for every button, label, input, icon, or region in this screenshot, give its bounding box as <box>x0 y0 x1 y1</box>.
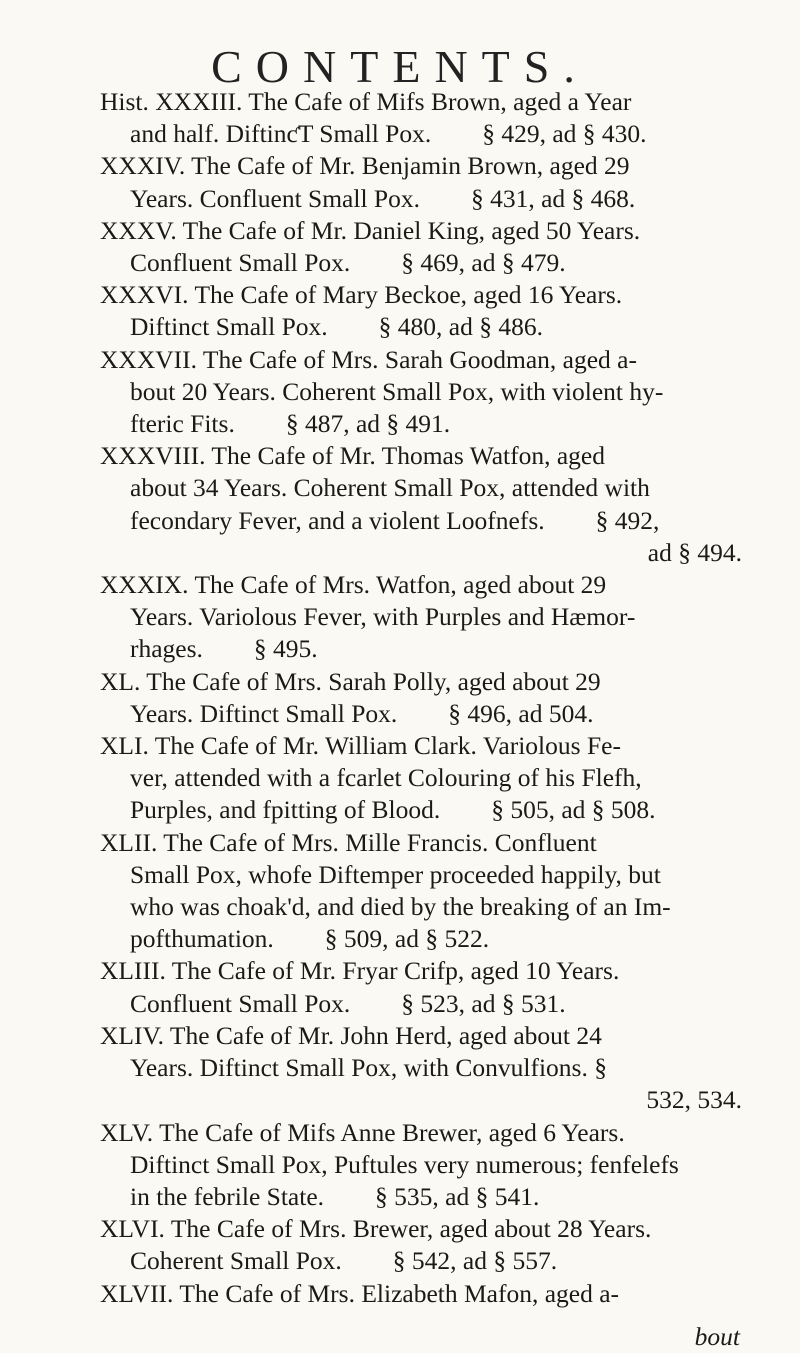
entry-line: Confluent Small Pox. § 523, ad § 531. <box>130 988 566 1018</box>
page-heading: CONTENTS. <box>211 41 589 92</box>
contents-entry <box>100 1117 742 1214</box>
entry-line: XXXVI. The Cafe of Mary Beckoe, aged 16 Years. <box>100 280 623 310</box>
entry-line: Years. Diftinct Small Pox. § 496, ad 504. <box>130 698 594 728</box>
entry-line: who was choak'd, and died by the breaking of an Im- <box>130 892 671 922</box>
contents-entry <box>100 1213 742 1277</box>
entry-line: XXXV. The Cafe of Mr. Daniel King, aged 50 Years. <box>100 215 641 245</box>
entry-line: XLVI. The Cafe of Mrs. Brewer, aged about 28 Years. <box>100 1214 652 1244</box>
entry-line: Purples, and fpitting of Blood. § 505, ad § 508. <box>130 795 656 825</box>
entry-line: ver, attended with a fcarlet Colouring of his Flefh, <box>130 763 642 793</box>
catchword: bout <box>694 1322 740 1351</box>
entry-line: Years. Variolous Fever, with Purples and Hæmor- <box>130 602 636 632</box>
entry-line: Confluent Small Pox. § 469, ad § 479. <box>130 248 566 278</box>
entry-line: XLII. The Cafe of Mrs. Mille Francis. Confluent <box>100 827 597 857</box>
contents-entry <box>100 279 742 343</box>
contents-entry <box>100 344 742 441</box>
entry-line: in the febrile State. § 535, ad § 541. <box>130 1181 540 1211</box>
entry-line: Diftinct Small Pox. § 480, ad § 486. <box>130 312 543 342</box>
entry-line: Hist. XXXIII. The Cafe of Mifs Brown, aged a Year <box>100 87 632 116</box>
contents-entry <box>100 666 742 730</box>
entry-line: and half. DiftinƈT Small Pox. § 429, ad § 430. <box>130 119 647 149</box>
entry-line: XLVII. The Cafe of Mrs. Elizabeth Mafon, aged a- <box>100 1278 620 1308</box>
entry-line: 532, 534. <box>646 1085 742 1115</box>
contents-entry <box>100 827 742 956</box>
entry-line: XXXIX. The Cafe of Mrs. Watfon, aged about 29 <box>100 570 607 600</box>
contents-entry <box>100 569 742 666</box>
contents-entry <box>100 86 742 150</box>
contents-entry <box>100 1020 742 1117</box>
entry-line: XXXVIII. The Cafe of Mr. Thomas Watfon, aged <box>100 441 605 471</box>
entry-line: XLI. The Cafe of Mr. William Clark. Variolous Fe- <box>100 731 621 761</box>
entry-line: XLIV. The Cafe of Mr. John Herd, aged about 24 <box>100 1020 602 1050</box>
contents-list <box>100 86 742 1310</box>
contents-entry <box>100 215 742 279</box>
entry-line: fteric Fits. § 487, ad § 491. <box>130 409 451 439</box>
entry-line: Years. Confluent Small Pox. § 431, ad § 468. <box>130 183 636 213</box>
entry-line: XXXVII. The Cafe of Mrs. Sarah Goodman, aged a- <box>100 344 637 374</box>
entry-line: XL. The Cafe of Mrs. Sarah Polly, aged about 29 <box>100 666 601 696</box>
contents-entry <box>100 440 742 569</box>
entry-line: rhages. § 495. <box>130 634 318 664</box>
entry-line: XLIII. The Cafe of Mr. Fryar Crifp, aged 10 Years. <box>100 956 620 986</box>
entry-line: about 34 Years. Coherent Small Pox, attended with <box>130 473 650 503</box>
contents-entry <box>100 1278 742 1310</box>
contents-entry <box>100 150 742 214</box>
entry-line: XLV. The Cafe of Mifs Anne Brewer, aged 6 Years. <box>100 1117 625 1147</box>
entry-line: Years. Diftinct Small Pox, with Convulfions. § <box>130 1053 607 1083</box>
entry-line: ad § 494. <box>647 537 742 567</box>
entry-line: Small Pox, whofe Diftemper proceeded happily, but <box>130 859 661 889</box>
entry-line: fecondary Fever, and a violent Loofnefs. § 492, <box>130 505 660 535</box>
entry-line: Diftinct Small Pox, Puftules very numerous; fenfelefs <box>130 1149 679 1179</box>
entry-line: pofthumation. § 509, ad § 522. <box>130 924 490 954</box>
entry-line: XXXIV. The Cafe of Mr. Benjamin Brown, aged 29 <box>100 151 630 181</box>
entry-line: bout 20 Years. Coherent Small Pox, with violent hy- <box>130 376 664 406</box>
contents-entry <box>100 955 742 1019</box>
contents-entry <box>100 730 742 827</box>
entry-line: Coherent Small Pox. § 542, ad § 557. <box>130 1246 558 1276</box>
